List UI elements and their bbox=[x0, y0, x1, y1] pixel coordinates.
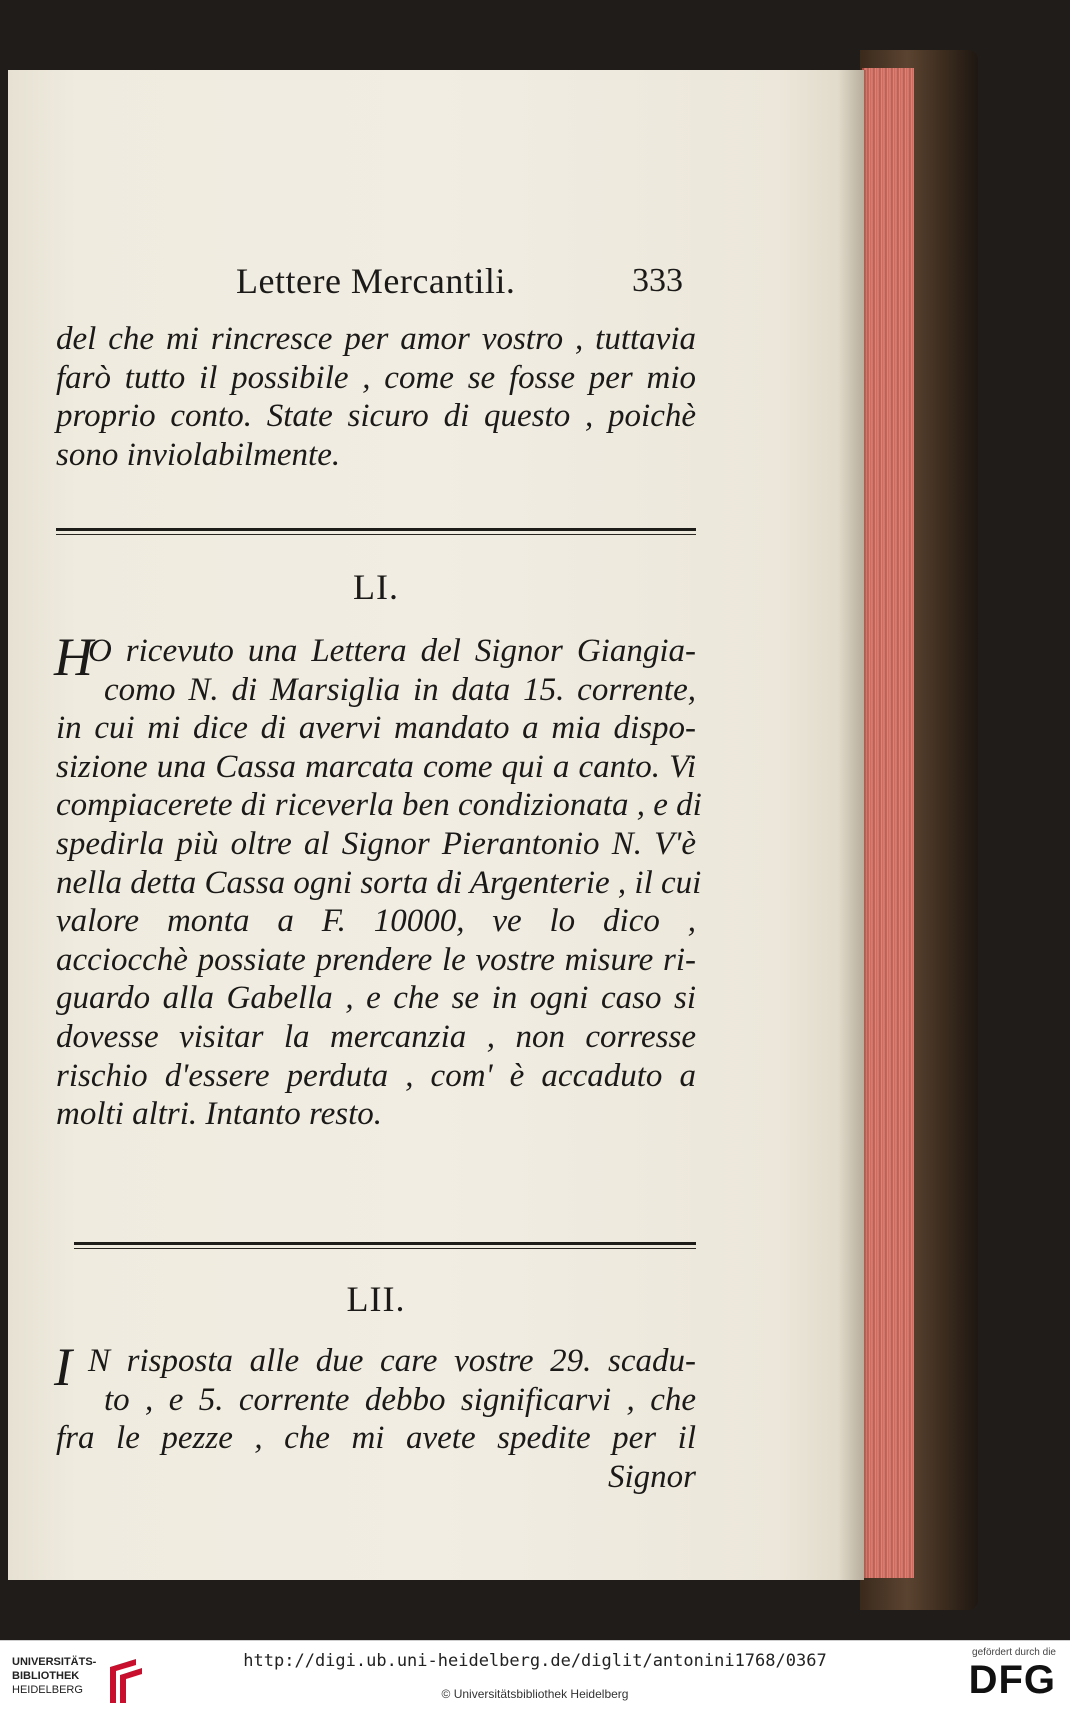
letter-51-body bbox=[54, 627, 702, 1134]
text-line: to , e 5. corrente debbo significarvi , che bbox=[104, 1381, 696, 1418]
text-line: fra le pezze , che mi avete spedite per il bbox=[56, 1420, 696, 1457]
text-line: proprio conto. State sicuro di questo , poichè bbox=[56, 398, 696, 435]
library-name-line: BIBLIOTHEK bbox=[12, 1670, 80, 1682]
text-line: acciocchè possiate prendere le vostre misure ri- bbox=[56, 941, 696, 978]
text-line: sono inviolabilmente. bbox=[56, 436, 341, 473]
catchword: Signor bbox=[607, 1458, 696, 1495]
text-line: valore monta a F. 10000, ve lo dico , bbox=[56, 903, 696, 940]
text-line: del che mi rincresce per amor vostro , tuttavia bbox=[56, 321, 696, 357]
text-line: dovesse visitar la mercanzia , non corresse bbox=[56, 1018, 696, 1055]
paragraph-continuation bbox=[56, 320, 696, 474]
text-line: rischio d'essere perduta , com' è accaduto a bbox=[56, 1057, 696, 1094]
sponsor-caption: gefördert durch die bbox=[972, 1647, 1056, 1658]
footer-bar bbox=[0, 1640, 1070, 1719]
section-divider bbox=[56, 528, 696, 531]
text-line: nella detta Cassa ogni sorta di Argenterie , il cui bbox=[56, 864, 702, 901]
letter-52-body bbox=[54, 1337, 696, 1496]
section-heading-52: LII. bbox=[346, 1279, 406, 1319]
running-title: Lettere Mercantili. bbox=[236, 261, 516, 301]
sponsor-logo bbox=[936, 1647, 1056, 1713]
text-line: molti altri. Intanto resto. bbox=[56, 1096, 383, 1133]
copyright-notice: © Universitätsbibliothek Heidelberg bbox=[441, 1687, 629, 1701]
text-line: como N. di Marsiglia in data 15. corrente, bbox=[104, 671, 696, 708]
permalink-url[interactable]: http://digi.ub.uni-heidelberg.de/diglit/antonini1768/0367 bbox=[243, 1651, 827, 1671]
text-line: in cui mi dice di avervi mandato a mia dispo- bbox=[56, 710, 696, 747]
text-line: guardo alla Gabella , e che se in ogni caso si bbox=[56, 980, 696, 1017]
section-divider bbox=[74, 1242, 696, 1245]
library-name-line: HEIDELBERG bbox=[12, 1684, 83, 1696]
drop-cap: I bbox=[54, 1337, 72, 1397]
text-line: compiacerete di riceverla ben condizionata , e di bbox=[56, 787, 702, 824]
section-heading-51: LI. bbox=[353, 567, 399, 607]
dfg-logo: DFG bbox=[968, 1658, 1056, 1702]
text-line: N risposta alle due care vostre 29. scadu- bbox=[88, 1343, 696, 1379]
book-page bbox=[8, 70, 864, 1580]
drop-cap: H bbox=[54, 627, 93, 687]
page-edge bbox=[862, 68, 914, 1578]
page-gutter-shadow bbox=[838, 70, 866, 1580]
page-number: 333 bbox=[632, 262, 683, 299]
text-line: farò tutto il possibile , come se fosse per mio bbox=[56, 359, 696, 396]
text-line: spedirla più oltre al Signor Pierantonio N. V'è bbox=[56, 825, 696, 862]
text-line: sizione una Cassa marcata come qui a canto. Vi bbox=[56, 748, 696, 785]
text-line: O ricevuto una Lettera del Signor Giangia- bbox=[88, 633, 696, 669]
library-name-line: UNIVERSITÄTS- bbox=[12, 1656, 97, 1668]
running-head bbox=[56, 260, 696, 310]
